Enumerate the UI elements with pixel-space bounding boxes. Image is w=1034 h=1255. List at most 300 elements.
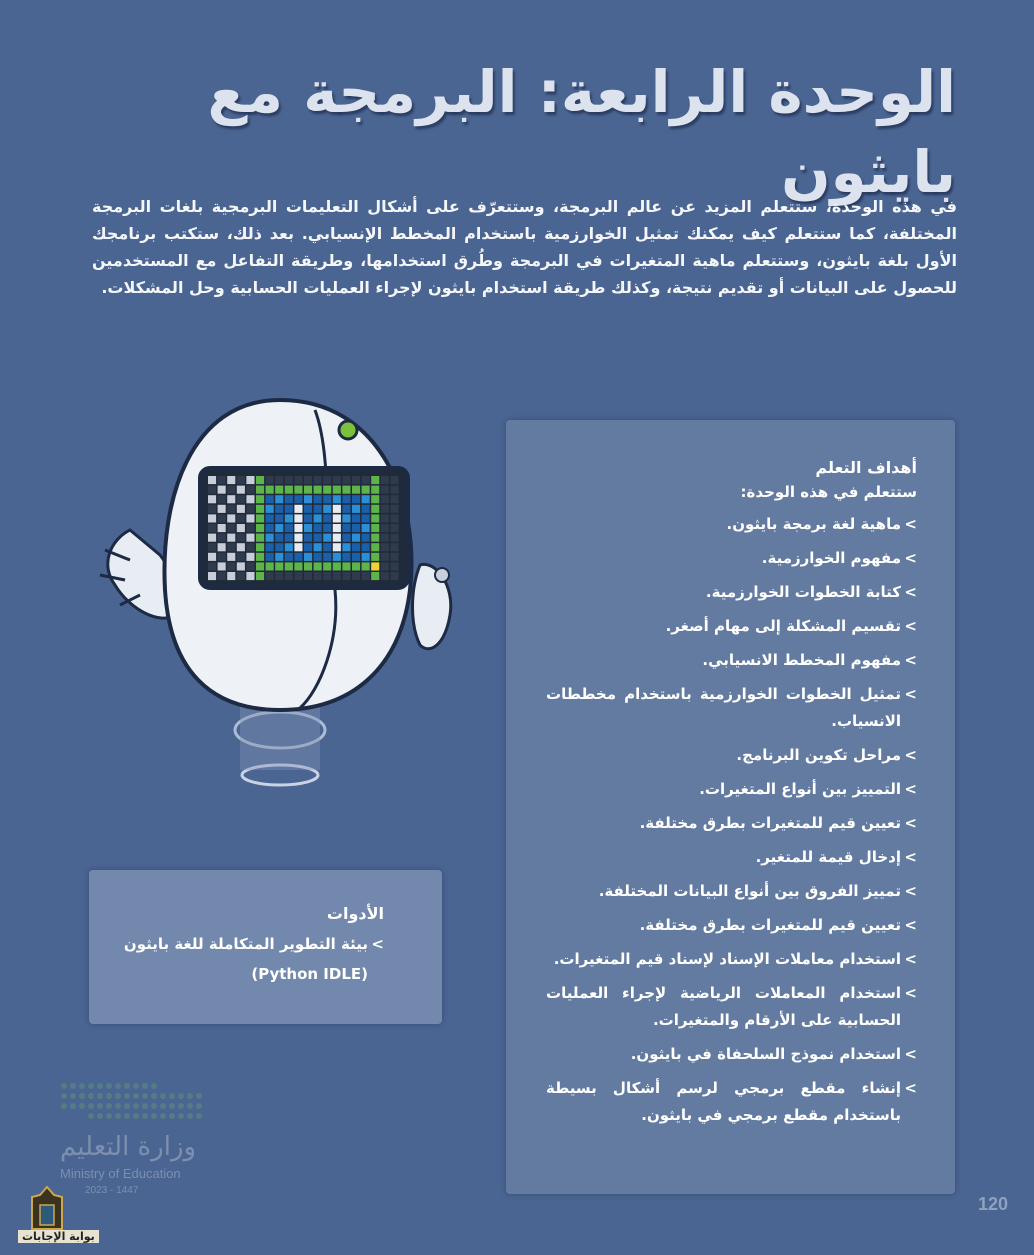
visor-pixel bbox=[304, 486, 312, 494]
visor-pixel bbox=[352, 543, 360, 551]
visor-pixel bbox=[294, 486, 302, 494]
visor-pixel bbox=[362, 562, 370, 570]
visor-pixel bbox=[314, 553, 322, 561]
visor-pixel bbox=[218, 553, 226, 561]
visor-pixel bbox=[390, 572, 398, 580]
visor-pixel bbox=[294, 572, 302, 580]
visor-pixel bbox=[352, 514, 360, 522]
visor-pixel bbox=[371, 476, 379, 484]
logo-dot bbox=[178, 1103, 184, 1109]
visor-pixel bbox=[237, 486, 245, 494]
visor-pixel bbox=[352, 486, 360, 494]
visor-pixel bbox=[304, 534, 312, 542]
visor-pixel bbox=[371, 514, 379, 522]
visor-pixel bbox=[256, 553, 264, 561]
visor-pixel bbox=[218, 514, 226, 522]
visor-pixel bbox=[342, 505, 350, 513]
visor-pixel bbox=[304, 524, 312, 532]
visor-pixel bbox=[304, 562, 312, 570]
logo-dot bbox=[169, 1103, 175, 1109]
visor-pixel bbox=[362, 476, 370, 484]
visor-pixel bbox=[208, 534, 216, 542]
visor-pixel bbox=[256, 495, 264, 503]
visor-pixel bbox=[256, 514, 264, 522]
visor-pixel bbox=[294, 534, 302, 542]
unit-intro-paragraph: في هذه الوحدة، ستتعلم المزيد عن عالم البرمجة، وستتعرّف على أشكال التعليمات البرمجية بلغات البرمجة المختلفة، كما ستتعلم كيف يمكنك تمثيل الخوارزمية باستخدام المخطط الإنسيابي. بعد ذلك، ستكتب برنامجك الأول بلغة بايثون، وستتعلم ماهية المتغيرات في البرمجة وطُرق استخدامها، وطريقة التفاعل مع المستخدمين للحصول على البيانات أو تقديم نتيجة، وكذلك طريقة استخدام بايثون لإجراء العمليات الحسابية وحل المشكلات. bbox=[92, 197, 957, 297]
logo-dot bbox=[115, 1083, 121, 1089]
visor-pixel bbox=[246, 514, 254, 522]
list-item: > إنشاء مقطع برمجي لرسم أشكال بسيطة باستخدام مقطع برمجي في بايثون. bbox=[546, 1075, 917, 1129]
visor-pixel bbox=[323, 476, 331, 484]
logo-dot bbox=[187, 1093, 193, 1099]
page-title: الوحدة الرابعة: البرمجة مع بايثون bbox=[207, 58, 956, 206]
logo-dot bbox=[187, 1103, 193, 1109]
visor-pixel bbox=[342, 562, 350, 570]
visor-pixel bbox=[390, 562, 398, 570]
visor-pixel bbox=[227, 524, 235, 532]
visor-pixel bbox=[342, 476, 350, 484]
visor-pixel bbox=[294, 505, 302, 513]
logo-dot bbox=[106, 1113, 112, 1119]
list-item: > تعيين قيم للمتغيرات بطرق مختلفة. bbox=[546, 810, 917, 837]
logo-dot bbox=[106, 1093, 112, 1099]
logo-dot bbox=[79, 1103, 85, 1109]
visor-pixel bbox=[266, 514, 274, 522]
logo-dot bbox=[97, 1113, 103, 1119]
visor-pixel bbox=[314, 543, 322, 551]
logo-dot bbox=[151, 1103, 157, 1109]
visor-pixel bbox=[352, 505, 360, 513]
logo-dot bbox=[97, 1103, 103, 1109]
visor-pixel bbox=[266, 562, 274, 570]
visor-pixel bbox=[371, 572, 379, 580]
logo-dot bbox=[88, 1103, 94, 1109]
visor-pixel bbox=[381, 553, 389, 561]
logo-dot bbox=[70, 1103, 76, 1109]
logo-dot bbox=[187, 1113, 193, 1119]
ministry-name-arabic: وزارة التعليم bbox=[60, 1132, 197, 1162]
visor-pixel bbox=[256, 534, 264, 542]
logo-dot bbox=[160, 1093, 166, 1099]
visor-pixel bbox=[314, 476, 322, 484]
visor-pixel bbox=[342, 572, 350, 580]
visor-pixel bbox=[371, 486, 379, 494]
logo-dot bbox=[151, 1083, 157, 1089]
visor-pixel bbox=[371, 553, 379, 561]
visor-pixel bbox=[342, 543, 350, 551]
visor-pixel bbox=[333, 543, 341, 551]
visor-pixel bbox=[227, 534, 235, 542]
logo-dot bbox=[61, 1093, 67, 1099]
visor-pixel bbox=[275, 476, 283, 484]
logo-dot bbox=[115, 1093, 121, 1099]
visor-pixel bbox=[275, 553, 283, 561]
logo-dot bbox=[88, 1113, 94, 1119]
visor-pixel bbox=[304, 553, 312, 561]
visor-pixel bbox=[208, 495, 216, 503]
tools-box bbox=[89, 870, 442, 1024]
logo-dot bbox=[88, 1083, 94, 1089]
list-item: > التمييز بين أنواع المتغيرات. bbox=[546, 776, 917, 803]
visor-pixel bbox=[304, 572, 312, 580]
visor-pixel bbox=[333, 524, 341, 532]
visor-pixel bbox=[362, 534, 370, 542]
visor-pixel bbox=[342, 495, 350, 503]
logo-dot bbox=[178, 1093, 184, 1099]
visor-pixel bbox=[208, 543, 216, 551]
visor-pixel bbox=[275, 524, 283, 532]
visor-pixel bbox=[390, 524, 398, 532]
learning-goals-heading: أهداف التعلم bbox=[815, 458, 917, 477]
visor-pixel bbox=[390, 534, 398, 542]
visor-pixel bbox=[246, 524, 254, 532]
visor-pixel bbox=[381, 505, 389, 513]
visor-pixel bbox=[323, 534, 331, 542]
list-item: > استخدام المعاملات الرياضية لإجراء العمليات الحسابية على الأرقام والمتغيرات. bbox=[546, 980, 917, 1034]
visor-pixel bbox=[218, 562, 226, 570]
visor-pixel bbox=[323, 495, 331, 503]
logo-dot bbox=[88, 1093, 94, 1099]
visor-pixel bbox=[218, 495, 226, 503]
robot-icon bbox=[90, 390, 470, 800]
visor-pixel bbox=[352, 524, 360, 532]
page-number: 120 bbox=[978, 1194, 1009, 1214]
visor-pixel bbox=[371, 495, 379, 503]
visor-pixel bbox=[314, 495, 322, 503]
visor-pixel bbox=[218, 486, 226, 494]
visor-pixel bbox=[275, 486, 283, 494]
logo-dot bbox=[196, 1093, 202, 1099]
logo-dot bbox=[61, 1103, 67, 1109]
visor-pixel bbox=[342, 486, 350, 494]
visor-pixel bbox=[275, 562, 283, 570]
visor-pixel bbox=[314, 514, 322, 522]
logo-dot bbox=[97, 1083, 103, 1089]
logo-dot bbox=[160, 1103, 166, 1109]
visor-pixel bbox=[362, 553, 370, 561]
visor-pixel bbox=[304, 505, 312, 513]
visor-pixel bbox=[256, 524, 264, 532]
visor-pixel bbox=[285, 553, 293, 561]
visor-pixel bbox=[227, 553, 235, 561]
visor-pixel bbox=[266, 572, 274, 580]
visor-pixel bbox=[362, 543, 370, 551]
visor-pixel bbox=[323, 543, 331, 551]
visor-pixel bbox=[333, 476, 341, 484]
visor-pixel bbox=[304, 543, 312, 551]
logo-dot bbox=[178, 1113, 184, 1119]
visor-pixel bbox=[294, 543, 302, 551]
visor-pixel bbox=[285, 495, 293, 503]
visor-pixel bbox=[227, 495, 235, 503]
visor-pixel bbox=[246, 534, 254, 542]
visor-pixel bbox=[246, 553, 254, 561]
tools-heading: الأدوات bbox=[326, 904, 384, 923]
logo-dot bbox=[196, 1113, 202, 1119]
visor-pixel bbox=[246, 505, 254, 513]
visor-pixel bbox=[237, 514, 245, 522]
visor-pixel bbox=[266, 486, 274, 494]
logo-dot bbox=[169, 1113, 175, 1119]
visor-pixel bbox=[333, 553, 341, 561]
visor-pixel bbox=[371, 543, 379, 551]
visor-pixel bbox=[294, 524, 302, 532]
visor-pixel bbox=[275, 495, 283, 503]
visor-pixel bbox=[352, 476, 360, 484]
visor-pixel bbox=[333, 514, 341, 522]
visor-pixel bbox=[256, 562, 264, 570]
visor-pixel bbox=[266, 476, 274, 484]
logo-dot bbox=[151, 1093, 157, 1099]
visor-pixel bbox=[352, 495, 360, 503]
visor-pixel bbox=[246, 495, 254, 503]
logo-dot bbox=[115, 1103, 121, 1109]
visor-pixel bbox=[314, 534, 322, 542]
visor-pixel bbox=[275, 514, 283, 522]
visor-pixel bbox=[208, 553, 216, 561]
tool-name-english: (Python IDLE) bbox=[251, 965, 368, 983]
visor-pixel bbox=[323, 553, 331, 561]
visor-pixel bbox=[237, 562, 245, 570]
visor-pixel bbox=[381, 543, 389, 551]
logo-dot bbox=[169, 1093, 175, 1099]
visor-pixel bbox=[381, 534, 389, 542]
logo-dot bbox=[160, 1113, 166, 1119]
list-item: > تمييز الفروق بين أنواع البيانات المختلفة. bbox=[546, 878, 917, 905]
visor-pixel bbox=[227, 505, 235, 513]
visor-pixel bbox=[362, 495, 370, 503]
visor-pixel bbox=[266, 495, 274, 503]
lantern-badge-icon bbox=[22, 1185, 72, 1233]
visor-pixel bbox=[237, 495, 245, 503]
visor-pixel bbox=[237, 572, 245, 580]
visor-pixel bbox=[314, 572, 322, 580]
visor-pixel bbox=[381, 476, 389, 484]
visor-pixel bbox=[294, 514, 302, 522]
visor-pixel bbox=[218, 476, 226, 484]
visor-pixel bbox=[352, 534, 360, 542]
visor-pixel bbox=[304, 476, 312, 484]
logo-dot bbox=[106, 1083, 112, 1089]
visor-pixel bbox=[237, 476, 245, 484]
visor-pixel bbox=[390, 495, 398, 503]
visor-pixel bbox=[381, 514, 389, 522]
visor-pixel bbox=[246, 572, 254, 580]
list-item: > مفهوم المخطط الانسيابي. bbox=[546, 647, 917, 674]
logo-dot bbox=[142, 1113, 148, 1119]
tool-name: بيئة التطوير المتكاملة للغة بايثون bbox=[123, 935, 368, 953]
visor-pixel bbox=[208, 486, 216, 494]
visor-pixel bbox=[294, 476, 302, 484]
visor-pixel bbox=[381, 562, 389, 570]
logo-dot bbox=[124, 1083, 130, 1089]
visor-pixel bbox=[218, 572, 226, 580]
visor-pixel bbox=[227, 562, 235, 570]
logo-dot bbox=[142, 1083, 148, 1089]
visor-pixel bbox=[275, 534, 283, 542]
visor-pixel bbox=[362, 524, 370, 532]
visor-pixel bbox=[323, 572, 331, 580]
visor-pixel bbox=[208, 505, 216, 513]
visor-pixel bbox=[275, 543, 283, 551]
answers-portal-label: بوابة الإجابات bbox=[18, 1230, 99, 1243]
visor-pixel bbox=[208, 572, 216, 580]
visor-pixel bbox=[381, 495, 389, 503]
list-item: > تمثيل الخطوات الخوارزمية باستخدام مخططات الانسياب. bbox=[546, 681, 917, 735]
visor-pixel bbox=[352, 553, 360, 561]
visor-pixel bbox=[218, 524, 226, 532]
visor-pixel bbox=[208, 476, 216, 484]
list-item bbox=[119, 929, 384, 989]
visor-pixel bbox=[266, 534, 274, 542]
visor-pixel bbox=[227, 486, 235, 494]
visor-pixel bbox=[371, 562, 379, 570]
visor-pixel bbox=[275, 505, 283, 513]
visor-pixel bbox=[227, 514, 235, 522]
visor-pixel bbox=[266, 543, 274, 551]
visor-pixel bbox=[237, 543, 245, 551]
visor-pixel bbox=[304, 514, 312, 522]
logo-dot bbox=[124, 1093, 130, 1099]
visor-pixel bbox=[333, 505, 341, 513]
ministry-logo-icon bbox=[58, 1080, 208, 1130]
visor-pixel bbox=[333, 486, 341, 494]
visor-pixel bbox=[381, 572, 389, 580]
logo-dot bbox=[133, 1093, 139, 1099]
visor-pixel bbox=[227, 543, 235, 551]
logo-dot bbox=[151, 1113, 157, 1119]
visor-pixel bbox=[275, 572, 283, 580]
logo-dot bbox=[133, 1113, 139, 1119]
visor-pixel bbox=[371, 505, 379, 513]
visor-pixel bbox=[285, 486, 293, 494]
visor-pixel bbox=[323, 562, 331, 570]
visor-pixel bbox=[352, 562, 360, 570]
visor-pixel bbox=[294, 495, 302, 503]
visor-pixel bbox=[237, 534, 245, 542]
visor-pixel bbox=[342, 534, 350, 542]
visor-pixel bbox=[294, 562, 302, 570]
logo-dot bbox=[106, 1103, 112, 1109]
visor-pixel bbox=[256, 543, 264, 551]
list-item: > مفهوم الخوارزمية. bbox=[546, 545, 917, 572]
visor-pixel bbox=[246, 543, 254, 551]
visor-pixel bbox=[390, 543, 398, 551]
visor-pixel bbox=[323, 514, 331, 522]
visor-pixel bbox=[390, 486, 398, 494]
visor-pixel bbox=[381, 524, 389, 532]
visor-pixel bbox=[246, 476, 254, 484]
visor-pixel bbox=[304, 495, 312, 503]
visor-pixel bbox=[371, 524, 379, 532]
visor-pixel bbox=[390, 476, 398, 484]
visor-pixel bbox=[218, 543, 226, 551]
visor-pixel bbox=[208, 514, 216, 522]
visor-pixel bbox=[362, 514, 370, 522]
logo-dot bbox=[97, 1093, 103, 1099]
list-item: > تقسيم المشكلة إلى مهام أصغر. bbox=[546, 613, 917, 640]
visor-pixel bbox=[218, 505, 226, 513]
visor-pixel bbox=[237, 505, 245, 513]
visor-pixel bbox=[390, 514, 398, 522]
list-item: > كتابة الخطوات الخوارزمية. bbox=[546, 579, 917, 606]
visor-pixel bbox=[246, 562, 254, 570]
visor-pixel bbox=[285, 476, 293, 484]
logo-dot bbox=[133, 1103, 139, 1109]
visor-pixel bbox=[256, 476, 264, 484]
logo-dot bbox=[142, 1103, 148, 1109]
visor-pixel bbox=[342, 514, 350, 522]
visor-pixel bbox=[323, 505, 331, 513]
visor-pixel bbox=[352, 572, 360, 580]
visor-pixel bbox=[333, 572, 341, 580]
visor-pixel bbox=[362, 486, 370, 494]
visor-pixel bbox=[342, 524, 350, 532]
visor-pixel bbox=[218, 534, 226, 542]
visor-pixel bbox=[362, 505, 370, 513]
visor-pixel bbox=[227, 572, 235, 580]
logo-dot bbox=[70, 1083, 76, 1089]
logo-dot bbox=[124, 1113, 130, 1119]
visor-pixel bbox=[266, 505, 274, 513]
visor-pixel bbox=[285, 572, 293, 580]
visor-pixel bbox=[314, 524, 322, 532]
visor-pixel bbox=[208, 524, 216, 532]
tools-list bbox=[119, 929, 384, 989]
visor-pixel bbox=[333, 534, 341, 542]
logo-dot bbox=[61, 1083, 67, 1089]
visor-pixel bbox=[333, 495, 341, 503]
visor-pixel bbox=[390, 553, 398, 561]
visor-pixel bbox=[285, 562, 293, 570]
logo-dot bbox=[70, 1093, 76, 1099]
list-item: > مراحل تكوين البرنامج. bbox=[546, 742, 917, 769]
list-item: > إدخال قيمة للمتغير. bbox=[546, 844, 917, 871]
visor-pixel bbox=[314, 505, 322, 513]
list-item: > ماهية لغة برمجة بايثون. bbox=[546, 511, 917, 538]
logo-dot bbox=[79, 1093, 85, 1099]
visor-pixel bbox=[266, 524, 274, 532]
list-item: > استخدام معاملات الإسناد لإسناد قيم المتغيرات. bbox=[546, 946, 917, 973]
visor-pixel bbox=[266, 553, 274, 561]
visor-pixel bbox=[314, 486, 322, 494]
visor-pixel bbox=[314, 562, 322, 570]
visor-pixel bbox=[362, 572, 370, 580]
visor-pixel bbox=[381, 486, 389, 494]
learning-goals-list bbox=[546, 511, 917, 1129]
visor-pixel bbox=[390, 505, 398, 513]
visor-pixel bbox=[227, 476, 235, 484]
list-item: > تعيين قيم للمتغيرات بطرق مختلفة. bbox=[546, 912, 917, 939]
visor-pixel bbox=[285, 543, 293, 551]
visor-pixel bbox=[285, 514, 293, 522]
logo-dot bbox=[115, 1113, 121, 1119]
ministry-year: 2023 - 1447 bbox=[85, 1185, 139, 1196]
visor-pixel bbox=[237, 553, 245, 561]
visor-pixel bbox=[342, 553, 350, 561]
visor-pixel bbox=[294, 553, 302, 561]
visor-pixel bbox=[323, 524, 331, 532]
visor-pixel bbox=[323, 486, 331, 494]
ministry-name-english: Ministry of Education bbox=[60, 1166, 181, 1181]
logo-dot bbox=[142, 1093, 148, 1099]
visor-pixel bbox=[256, 486, 264, 494]
logo-dot bbox=[124, 1103, 130, 1109]
visor-pixel bbox=[246, 486, 254, 494]
learning-goals-box bbox=[506, 420, 955, 1194]
visor-pixel bbox=[285, 534, 293, 542]
visor-pixel bbox=[285, 524, 293, 532]
